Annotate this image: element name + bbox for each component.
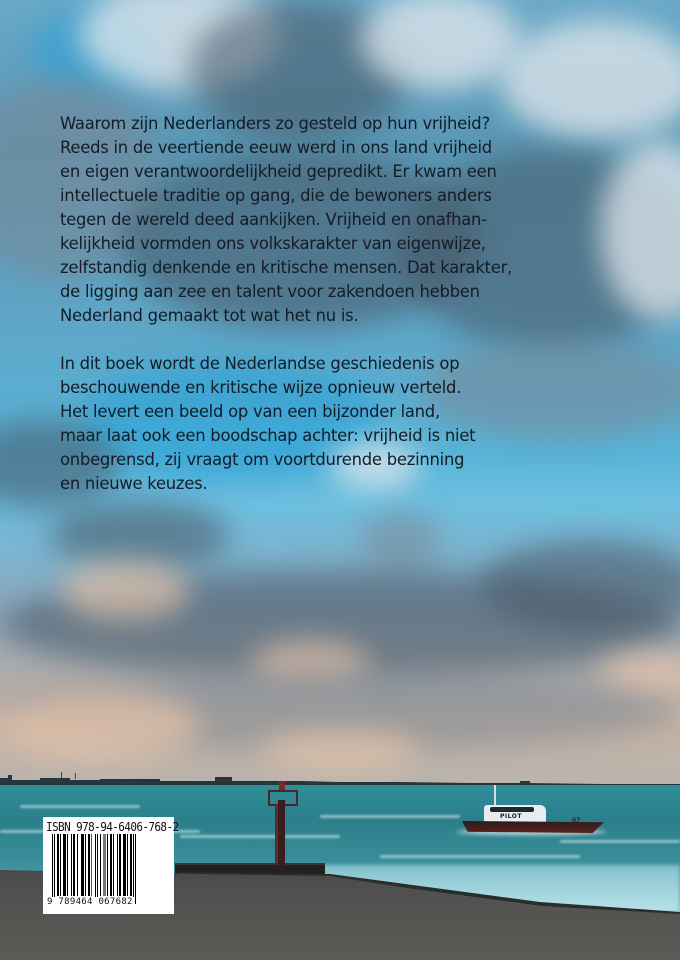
beacon-tower — [278, 800, 285, 865]
blurb-line: Reeds in de veertiende eeuw werd in ons land vrijheid — [60, 138, 492, 157]
beacon-ladder — [275, 805, 278, 863]
boat-hull — [462, 821, 604, 833]
blurb-line: onbegrensd, zij vraagt om voortdurende bezinning — [60, 450, 465, 469]
boat-mast — [494, 785, 496, 807]
blurb-line: Nederland gemaakt tot wat het nu is. — [60, 306, 359, 325]
blurb-line: Waarom zijn Nederlanders zo gesteld op hun vrijheid? — [60, 114, 490, 133]
isbn-barcode — [43, 817, 179, 914]
blurb-paragraph-1 — [60, 112, 640, 328]
ean-digits: 9 789464 067682 — [47, 897, 133, 907]
blurb-line: zelfstandig denkende en kritische mensen. Dat karakter, — [60, 258, 513, 277]
blurb-line: tegen de wereld deed aankijken. Vrijheid en onafhan- — [60, 210, 487, 229]
blurb-line: In dit boek wordt de Nederlandse geschiedenis op — [60, 354, 460, 373]
blurb-line: maar laat ook een boodschap achter: vrijheid is niet — [60, 426, 476, 445]
blurb-line: kelijkheid vormden ons volkskarakter van eigenwijze, — [60, 234, 486, 253]
blurb-line: de ligging aan zee en talent voor zakendoen hebben — [60, 282, 480, 301]
pilot-boat — [460, 785, 610, 845]
horizon-skyline — [0, 772, 680, 786]
blurb-line: en nieuwe keuzes. — [60, 474, 208, 493]
blurb-line: Het levert een beeld op van een bijzonder land, — [60, 402, 440, 421]
isbn-label: ISBN 978-94-6406-768-2 — [46, 820, 179, 835]
boat-windows — [490, 807, 534, 812]
blurb-line: intellectuele traditie op gang, die de bewoners anders — [60, 186, 492, 205]
blurb-paragraph-2 — [60, 352, 640, 496]
blurb-line: en eigen verantwoordelijkheid gepredikt. Er kwam een — [60, 162, 497, 181]
blurb-line: beschouwende en kritische wijze opnieuw verteld. — [60, 378, 462, 397]
boat-number: 07 — [572, 817, 581, 824]
boat-pilot-label: PILOT — [500, 813, 522, 820]
barcode-bars — [52, 834, 162, 904]
back-cover-blurb — [60, 112, 640, 520]
